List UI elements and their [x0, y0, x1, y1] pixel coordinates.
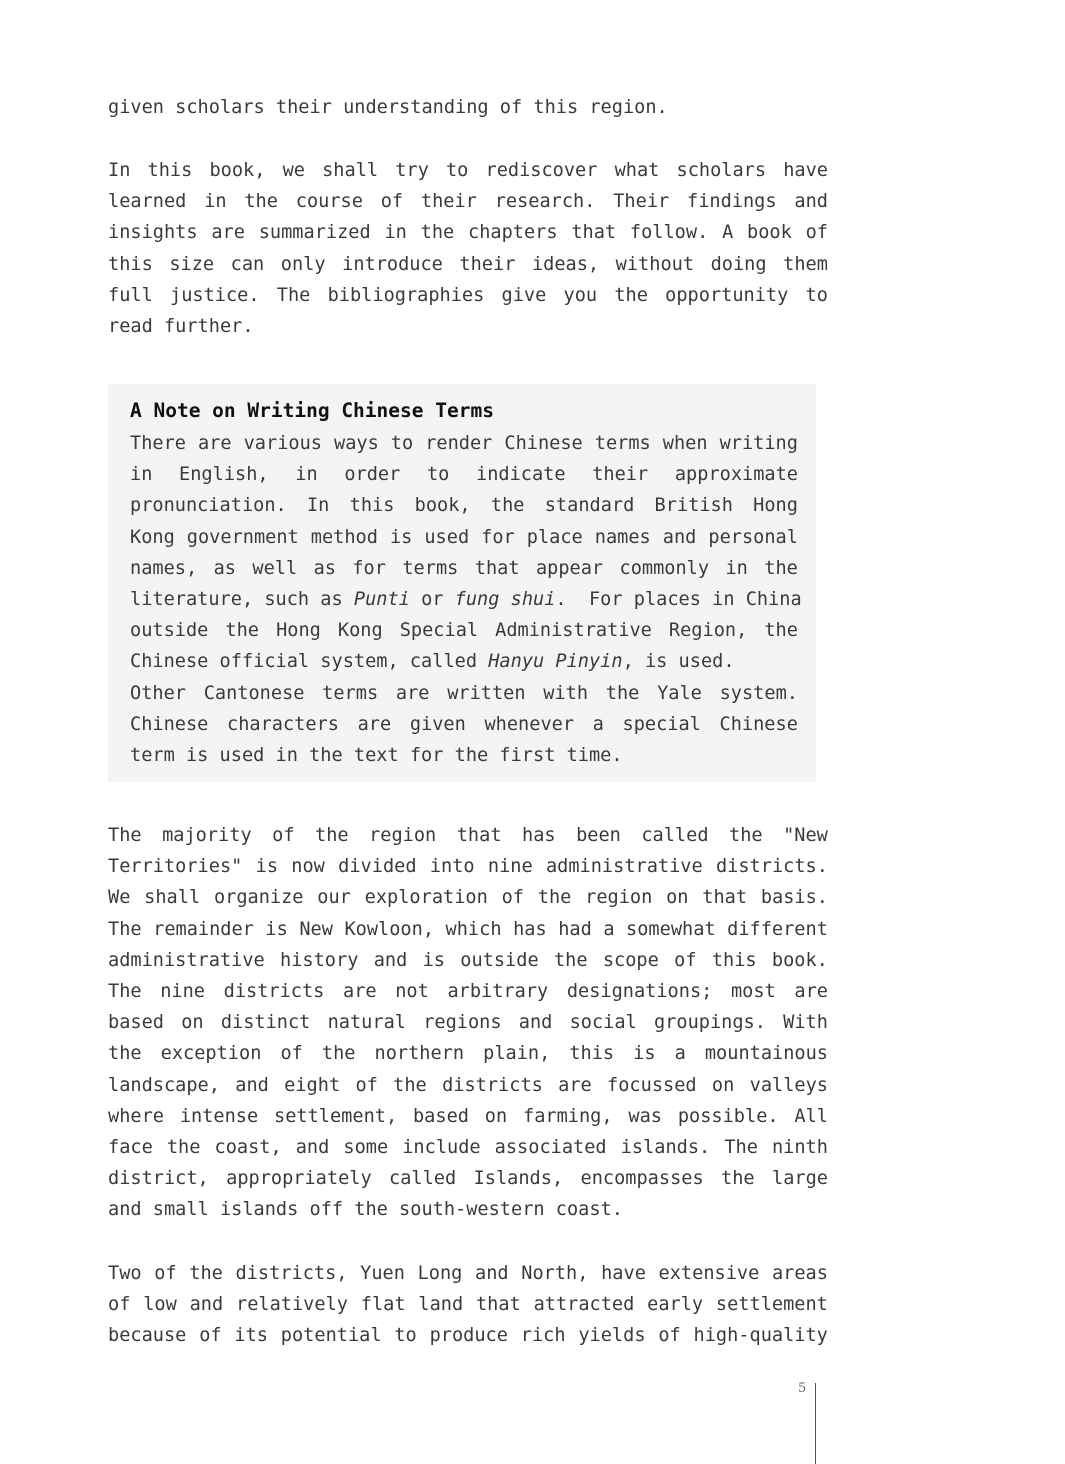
- text-line-with-terms: [130, 589, 802, 611]
- text-line: There are various ways to render Chinese terms when writing: [130, 433, 798, 454]
- note-title: A Note on Writing Chinese Terms: [130, 399, 494, 422]
- text-line: face the coast, and some include associated islands. The ninth: [108, 1137, 828, 1158]
- text-line: in English, in order to indicate their approximate: [130, 464, 798, 485]
- text-line: based on distinct natural regions and social groupings. With: [108, 1012, 828, 1033]
- text-line: full justice. The bibliographies give you the opportunity to: [108, 285, 828, 306]
- text-line: We shall organize our exploration of the region on that basis.: [108, 887, 828, 908]
- text-segment: or: [409, 589, 455, 610]
- text-line: outside the Hong Kong Special Administrative Region, the: [130, 620, 798, 641]
- text-line: pronunciation. In this book, the standard British Hong: [130, 495, 798, 516]
- text-line: Territories" is now divided into nine administrative districts.: [108, 856, 828, 877]
- text-line: Two of the districts, Yuen Long and North, have extensive areas: [108, 1263, 828, 1284]
- text-line: landscape, and eight of the districts are focussed on valleys: [108, 1075, 828, 1096]
- term-fung-shui: fung shui: [454, 589, 556, 610]
- text-line: learned in the course of their research. Their findings and: [108, 191, 828, 212]
- text-line: given scholars their understanding of this region.: [108, 97, 668, 118]
- text-line: read further.: [108, 316, 254, 337]
- text-line: The nine districts are not arbitrary designations; most are: [108, 981, 828, 1002]
- text-line: and small islands off the south-western coast.: [108, 1199, 623, 1220]
- text-line: term is used in the text for the first time.: [130, 745, 623, 766]
- text-line: the exception of the northern plain, this is a mountainous: [108, 1043, 828, 1064]
- text-line: The remainder is New Kowloon, which has had a somewhat different: [108, 919, 828, 940]
- text-line: The majority of the region that has been called the "New: [108, 825, 828, 846]
- text-line: district, appropriately called Islands, encompasses the large: [108, 1168, 828, 1189]
- text-segment: Chinese official system, called: [130, 651, 489, 672]
- term-hanyu-pinyin: Hanyu Pinyin: [488, 651, 623, 672]
- text-line: because of its potential to produce rich yields of high-quality: [108, 1325, 828, 1346]
- text-segment: , is used.: [622, 651, 735, 672]
- text-line: where intense settlement, based on farming, was possible. All: [108, 1106, 828, 1127]
- margin-rule: [815, 1383, 816, 1464]
- term-punti: Punti: [353, 589, 410, 610]
- page-number: 5: [798, 1381, 807, 1396]
- text-line: of low and relatively flat land that attracted early settlement: [108, 1294, 828, 1315]
- text-segment: . For places in China: [555, 589, 802, 610]
- text-segment: literature, such as: [130, 589, 354, 610]
- text-line: Kong government method is used for place names and personal: [130, 527, 798, 548]
- text-line: In this book, we shall try to rediscover what scholars have: [108, 160, 828, 181]
- text-line-with-terms: [130, 651, 798, 673]
- text-line: Other Cantonese terms are written with the Yale system.: [130, 683, 798, 704]
- text-line: this size can only introduce their ideas, without doing them: [108, 254, 828, 275]
- text-line: insights are summarized in the chapters that follow. A book of: [108, 222, 828, 243]
- text-line: Chinese characters are given whenever a special Chinese: [130, 714, 798, 735]
- text-line: names, as well as for terms that appear commonly in the: [130, 558, 798, 579]
- text-line: administrative history and is outside the scope of this book.: [108, 950, 828, 971]
